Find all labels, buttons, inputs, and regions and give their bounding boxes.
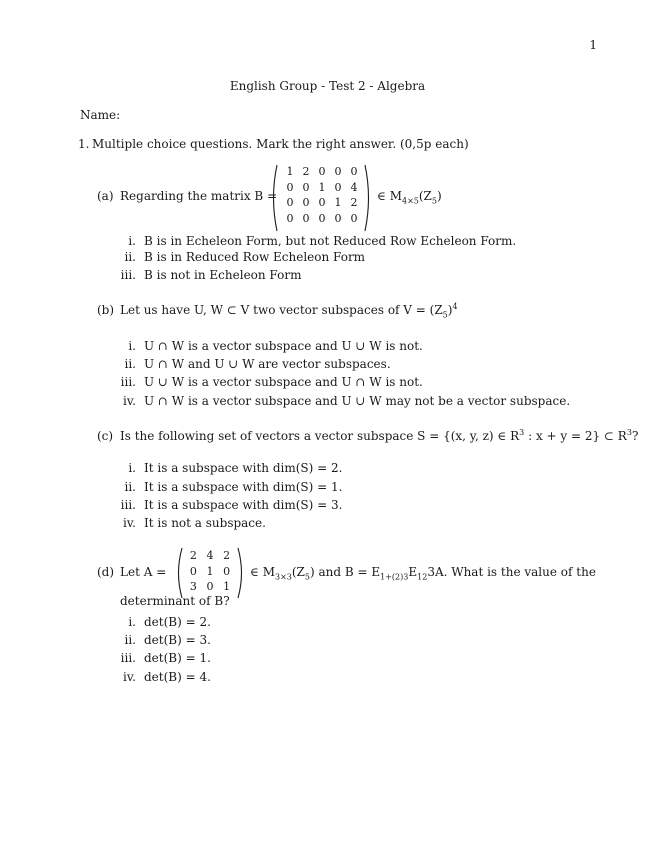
right-paren-icon: [363, 164, 373, 232]
option-text: B is in Echeleon Form, but not Reduced Row Echeleon Form.: [144, 234, 517, 248]
prompt-sup: 4: [452, 302, 458, 311]
matrix-cell: 0: [286, 180, 294, 194]
part-d-membership: [250, 565, 596, 582]
matrix-cell: 0: [318, 211, 326, 225]
part-a-prompt: Regarding the matrix B =: [120, 189, 278, 203]
option-number: i.: [128, 615, 136, 629]
matrix-cell: 0: [318, 196, 326, 210]
question-number: 1.: [78, 137, 90, 151]
matrix-cell: 0: [350, 165, 358, 179]
option-text: It is a subspace with dim(S) = 2.: [144, 461, 343, 475]
matrix-cell: 4: [350, 180, 358, 194]
membership-symbol: ∈ M: [250, 565, 275, 579]
option-text: det(B) = 2.: [144, 615, 211, 629]
matrix-cell: 0: [302, 211, 310, 225]
part-c-label: (c): [97, 429, 114, 443]
option-text: det(B) = 4.: [144, 670, 211, 684]
option-number: iv.: [122, 394, 136, 408]
membership-field: (Z: [418, 189, 432, 203]
part-c-prompt: [120, 430, 638, 442]
matrix-cell: 2: [302, 165, 310, 179]
option-text: U ∪ W is a vector subspace and U ∩ W is not.: [144, 375, 423, 389]
option-number: i.: [128, 339, 136, 353]
matrix-cell: 2: [350, 196, 358, 210]
part-d-continuation: determinant of B?: [120, 594, 230, 608]
part-d-prompt: Let A =: [120, 565, 167, 579]
matrix-cell: 1: [286, 165, 294, 179]
matrix-cell: 0: [189, 564, 197, 578]
membership-symbol: ∈ M: [377, 189, 402, 203]
matrix-cell: 0: [223, 564, 231, 578]
membership-sub: 3×3: [274, 572, 292, 582]
matrix-cell: 3: [189, 580, 197, 594]
option-text: det(B) = 1.: [144, 651, 211, 665]
matrix-cell: 2: [189, 549, 197, 563]
option-number: ii.: [124, 357, 136, 371]
part-b-label: (b): [97, 303, 115, 317]
option-number: ii.: [124, 480, 136, 494]
option-number: i.: [128, 234, 136, 248]
matrix-cell: 2: [223, 549, 231, 563]
prompt-text: Is the following set of vectors a vector subspace S = {(x, y, z) ∈ R: [120, 429, 520, 443]
matrix-cell: 1: [223, 580, 231, 594]
part-b-prompt: [120, 302, 458, 320]
matrix-cell: 0: [206, 580, 214, 594]
field-sub: 5: [431, 196, 437, 206]
option-text: B is in Reduced Row Echeleon Form: [144, 250, 366, 264]
option-text: U ∩ W is a vector subspace and U ∪ W is not.: [144, 339, 423, 353]
option-text: U ∩ W and U ∪ W are vector subspaces.: [144, 357, 391, 371]
option-text: U ∩ W is a vector subspace and U ∪ W may not be a vector subspace.: [144, 394, 571, 408]
part-a-label: (a): [97, 189, 114, 203]
option-text: det(B) = 3.: [144, 633, 211, 647]
matrix-a: [185, 548, 235, 595]
option-number: i.: [128, 461, 136, 475]
matrix-cell: 4: [206, 549, 214, 563]
matrix-cell: 1: [318, 180, 326, 194]
matrix-cell: 1: [206, 564, 214, 578]
field-sub: 5: [304, 572, 310, 582]
matrix-cell: 0: [350, 211, 358, 225]
option-text: It is a subspace with dim(S) = 1.: [144, 480, 343, 494]
e1-sub: 1+(2)3: [380, 572, 409, 582]
option-number: iv.: [122, 516, 136, 530]
prompt-tail: 3A. What is the value of the: [427, 565, 596, 579]
matrix-cell: 0: [318, 165, 326, 179]
matrix-b: [282, 164, 362, 226]
prompt-sub: 5: [442, 310, 448, 320]
prompt-mid: : x + y = 2} ⊂ R: [524, 429, 627, 443]
option-text: It is not a subspace.: [144, 516, 266, 530]
membership-close: ): [437, 189, 442, 203]
option-number: iii.: [120, 498, 136, 512]
option-text: B is not in Echeleon Form: [144, 268, 302, 282]
e2: E: [408, 565, 418, 579]
matrix-cell: 0: [334, 165, 342, 179]
page-number: 1: [589, 38, 597, 52]
option-number: iii.: [120, 375, 136, 389]
matrix-cell: 0: [302, 180, 310, 194]
prompt-sup: 3: [519, 428, 525, 437]
prompt-end: ?: [631, 429, 639, 443]
left-paren-icon: [269, 164, 279, 232]
membership-field: (Z: [291, 565, 305, 579]
membership-sub: 4×5: [401, 196, 419, 206]
option-number: iii.: [120, 268, 136, 282]
matrix-cell: 0: [286, 196, 294, 210]
page-title: English Group - Test 2 - Algebra: [229, 79, 426, 93]
e2-sub: 12: [417, 572, 428, 582]
matrix-cell: 1: [334, 196, 342, 210]
matrix-cell: 0: [334, 180, 342, 194]
prompt-close: ): [447, 303, 453, 317]
part-d-label: (d): [97, 565, 115, 579]
left-paren-icon: [174, 547, 184, 599]
option-text: It is a subspace with dim(S) = 3.: [144, 498, 343, 512]
option-number: ii.: [124, 250, 136, 264]
right-paren-icon: [236, 547, 246, 599]
name-label: Name:: [80, 108, 121, 122]
matrix-cell: 0: [334, 211, 342, 225]
prompt-text: Let us have U, W ⊂ V two vector subspaces of V = (Z: [120, 303, 443, 317]
question-text: Multiple choice questions. Mark the right answer. (0,5p each): [92, 137, 469, 151]
part-a-membership: [377, 189, 442, 206]
membership-rest: ) and B = E: [310, 565, 381, 579]
matrix-cell: 0: [302, 196, 310, 210]
option-number: ii.: [124, 633, 136, 647]
option-number: iv.: [122, 670, 136, 684]
prompt-sup: 3: [626, 428, 632, 437]
matrix-cell: 0: [286, 211, 294, 225]
option-number: iii.: [120, 651, 136, 665]
